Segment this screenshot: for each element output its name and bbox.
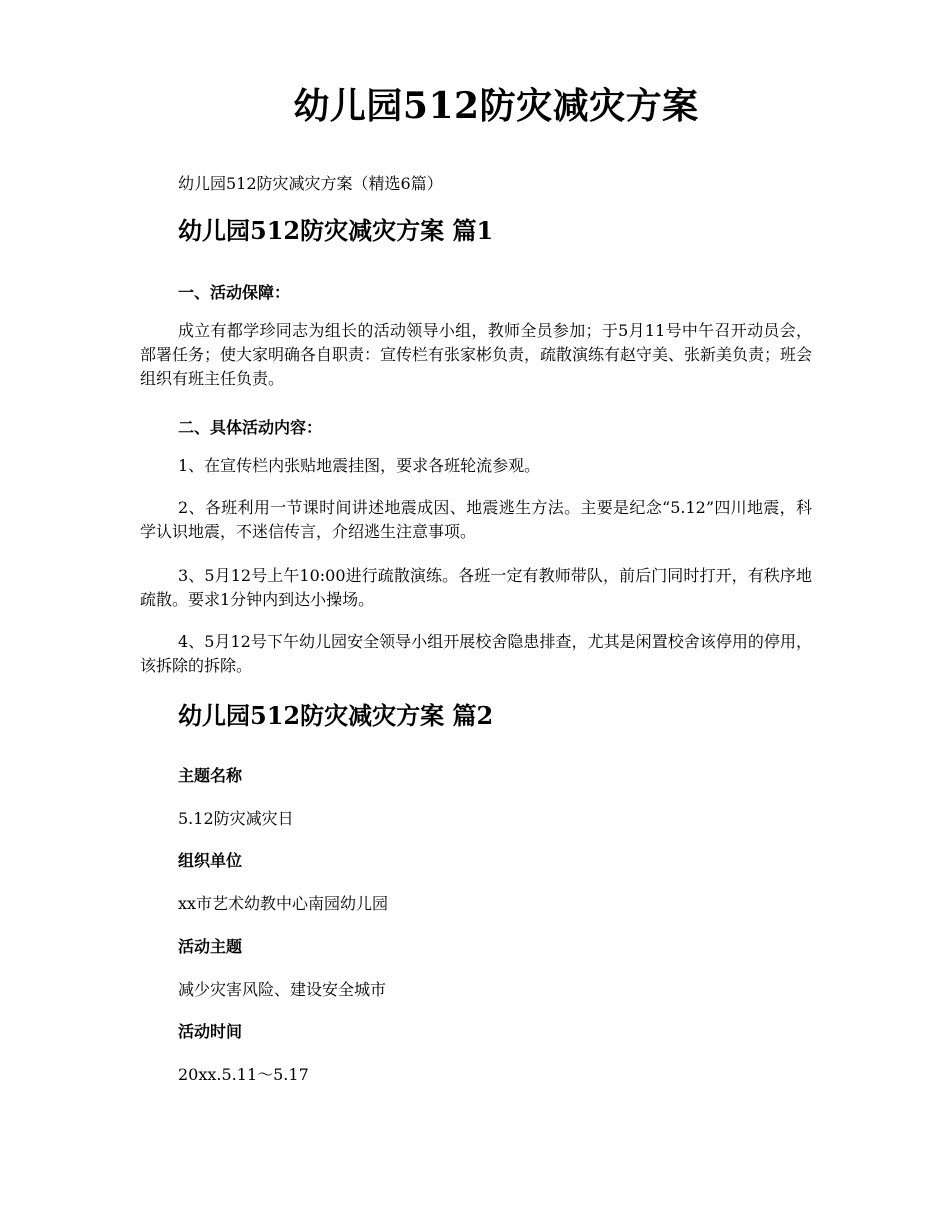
section-1-item-2: 2、各班利用一节课时间讲述地震成因、地震逃生方法。主要是纪念“5.12”四川地震，科学认识地震，不迷信传言，介绍逃生注意事项。	[140, 498, 812, 541]
field-label-activity-time: 活动时间	[178, 1022, 243, 1041]
section-1-part-1-text: 成立有都学珍同志为组长的活动领导小组，教师全员参加；于5月11号中午召开动员会，部署任务；使大家明确各自职责：宣传栏有张家彬负责，疏散演练有赵守美、张新美负责；班会组织有班主任负责。	[140, 321, 813, 388]
field-value-theme-name: 5.12防灾减灾日	[178, 809, 294, 828]
section-1-heading: 幼儿园512防灾减灾方案 篇1	[178, 216, 494, 245]
document-page	[140, 0, 812, 1230]
section-2-heading: 幼儿园512防灾减灾方案 篇2	[178, 701, 494, 730]
field-label-theme-name: 主题名称	[178, 766, 243, 785]
section-1-item-4: 4、5月12号下午幼儿园安全领导小组开展校舍隐患排查，尤其是闲置校舍该停用的停用，该拆除的拆除。	[140, 632, 812, 675]
field-label-organizer: 组织单位	[178, 851, 243, 870]
section-1-part-1-heading: 一、活动保障：	[178, 283, 291, 302]
field-label-activity-theme: 活动主题	[178, 937, 243, 956]
field-value-activity-time: 20xx.5.11～5.17	[178, 1065, 309, 1084]
field-value-activity-theme: 减少灾害风险、建设安全城市	[178, 980, 387, 999]
section-1-part-2-heading: 二、具体活动内容：	[178, 418, 323, 437]
section-1-item-3: 3、5月12号上午10:00进行疏散演练。各班一定有教师带队，前后门同时打开，有秩序地疏散。要求1分钟内到达小操场。	[140, 566, 812, 609]
document-subtitle: 幼儿园512防灾减灾方案（精选6篇）	[178, 174, 443, 193]
section-1-item-1: 1、在宣传栏内张贴地震挂图，要求各班轮流参观。	[178, 456, 541, 475]
field-value-organizer: xx市艺术幼教中心南园幼儿园	[178, 894, 389, 913]
document-title: 幼儿园512防灾减灾方案	[293, 85, 699, 127]
